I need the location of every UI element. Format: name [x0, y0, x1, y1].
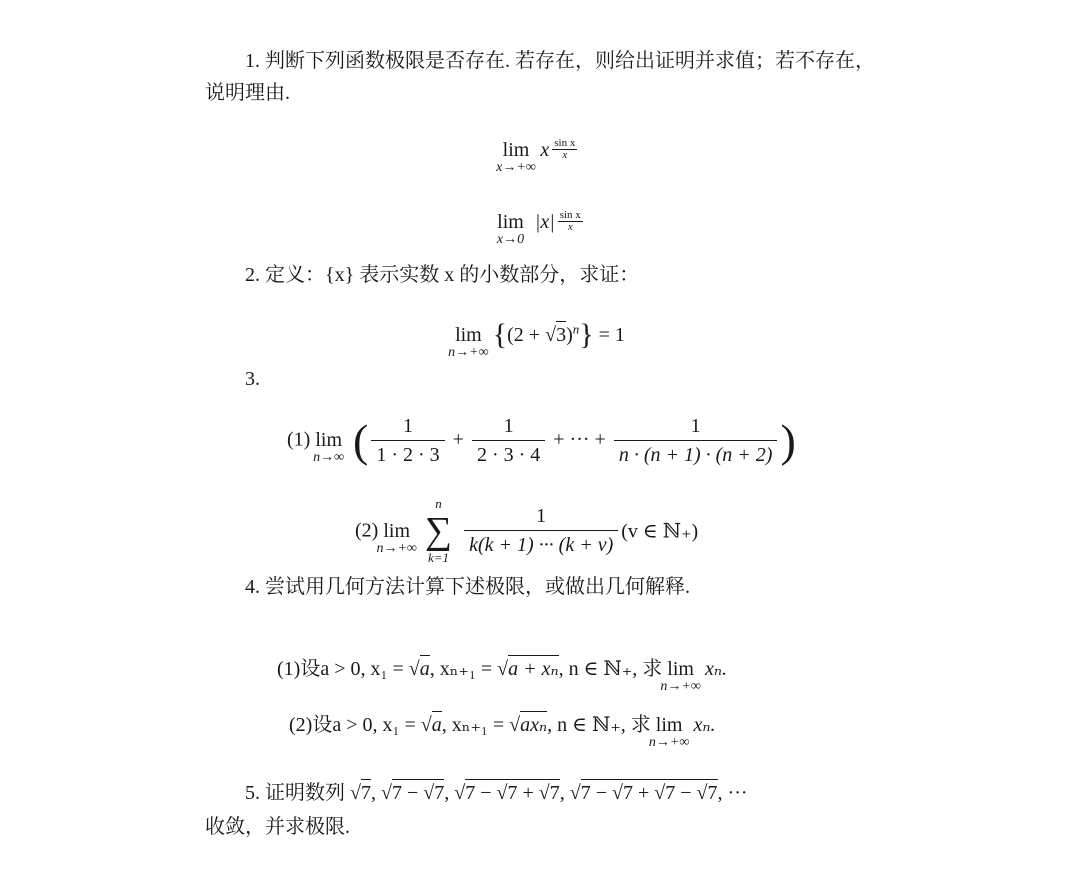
left-paren: (: [353, 415, 369, 466]
formula-3-2: [355, 496, 698, 566]
math-text: n: [435, 496, 442, 511]
math-text: 1: [464, 505, 618, 531]
sqrt-symbol: √: [454, 782, 466, 804]
open-brace: {: [492, 318, 508, 351]
math-text: sin x: [554, 137, 576, 149]
math-text: lim: [315, 428, 342, 451]
ellipsis-sum: + ··· +: [553, 428, 606, 451]
math-text: x→0: [496, 232, 525, 247]
math-text: 7: [361, 779, 371, 804]
math-text: 7 + √: [507, 782, 550, 804]
lim-operator: [376, 519, 417, 556]
math-text: 7: [708, 779, 718, 804]
math-text: , xₙ₊₁ = √: [429, 658, 509, 680]
math-text: n→∞: [313, 449, 345, 465]
exponent-fraction: [558, 210, 583, 233]
formula-2: [0, 318, 1080, 360]
math-text: n · (n + 1) · (n + 2): [618, 444, 773, 466]
math-text: a + xₙ: [508, 655, 558, 680]
math-text: lim: [655, 714, 683, 736]
problem-5-line2: 收敛，并求极限.: [205, 816, 350, 838]
radicand: [465, 779, 560, 804]
math-text: k(k + 1) ··· (k + v): [469, 534, 614, 556]
right-paren: ): [780, 415, 796, 466]
math-text: sin x: [559, 209, 581, 221]
math-text: , xₙ₊₁ = √: [441, 714, 521, 736]
problem-5-text: 5. 证明数列: [245, 782, 350, 804]
problem-1-line2: 说明理由.: [205, 82, 290, 104]
radicand: [665, 779, 717, 804]
math-text: ,: [444, 782, 455, 804]
formula-3-1: [287, 415, 796, 467]
lim-operator: [496, 139, 536, 175]
problem-5-line1: [245, 776, 748, 805]
plus: +: [452, 428, 464, 451]
base: x: [540, 139, 550, 161]
math-text: (2)设a > 0, x₁ = √: [289, 714, 432, 736]
fraction: [614, 415, 778, 467]
math-text: n→+∞: [648, 735, 690, 750]
sqrt-symbol: √: [569, 782, 581, 804]
lim-operator: [313, 428, 345, 465]
math-text: a: [420, 655, 430, 680]
radicand: [392, 779, 444, 804]
sqrt-symbol: √: [380, 782, 392, 804]
radicand: [581, 779, 718, 804]
summation: [425, 496, 452, 566]
lim-operator: [448, 324, 489, 360]
math-text: 7 − √: [465, 782, 508, 804]
math-text: 7 − √: [665, 782, 708, 804]
math-text: xₙ.: [699, 658, 727, 680]
math-text: , n ∈ ℕ₊, 求: [558, 658, 668, 680]
math-text: ,: [717, 782, 728, 804]
math-text: 7 − √: [391, 782, 435, 804]
math-text: 7 − √: [580, 782, 623, 804]
math-text: n→+∞: [448, 345, 489, 360]
math-text: 1 · 2 · 3: [376, 444, 440, 466]
sqrt-symbol: √: [350, 782, 361, 804]
math-text: ···: [727, 782, 748, 804]
radicand: [623, 779, 718, 804]
base: |x|: [534, 211, 555, 233]
math-text: ,: [559, 782, 570, 804]
math-text: lim: [497, 211, 524, 233]
part-label: (2): [355, 519, 379, 542]
expr: (2 + √: [507, 324, 557, 346]
math-text: 7: [434, 779, 444, 804]
math-text: (1)设a > 0, x₁ = √: [277, 658, 420, 680]
radicand: 3: [556, 321, 566, 346]
expr: ): [566, 324, 573, 346]
math-text: xₙ.: [688, 714, 716, 736]
math-text: a: [432, 711, 442, 736]
close-brace: }: [579, 318, 594, 351]
math-text: 7: [550, 779, 560, 804]
math-text: 1: [614, 415, 778, 441]
exponent-fraction: [552, 138, 577, 161]
math-text: x: [567, 221, 573, 233]
problem-3-label: 3.: [245, 368, 260, 390]
fraction: [464, 505, 618, 557]
formula-1a: [0, 137, 1080, 175]
part-label: (1): [287, 428, 311, 451]
math-text: ,: [370, 782, 381, 804]
math-text: lim: [667, 658, 694, 680]
radicand: [507, 779, 559, 804]
lim-operator: [648, 714, 690, 750]
math-text: 1: [371, 415, 444, 441]
math-text: n→+∞: [660, 679, 701, 694]
problem-1-line1: 1. 判断下列函数极限是否存在. 若存在，则给出证明并求值；若不存在，: [245, 50, 875, 72]
math-text: lim: [383, 519, 410, 542]
math-text: lim: [455, 324, 482, 346]
math-text: k=1: [428, 550, 450, 565]
fraction: [472, 415, 545, 467]
math-text: 7 + √: [623, 782, 666, 804]
exponent: n: [572, 321, 580, 337]
math-text: axₙ: [520, 711, 547, 736]
formula-1b: [0, 209, 1080, 247]
condition: (v ∈ ℕ₊): [621, 520, 699, 543]
math-text: x→+∞: [496, 160, 536, 175]
math-text: x: [562, 149, 568, 161]
math-text: lim: [502, 139, 530, 161]
fraction: [371, 415, 444, 467]
problem-4-text: 4. 尝试用几何方法计算下述极限，或做出几何解释.: [245, 576, 690, 598]
math-text: ∑: [425, 510, 453, 552]
lim-operator: [496, 211, 525, 247]
math-text: , n ∈ ℕ₊, 求: [547, 714, 656, 736]
formula-4-2: [289, 708, 716, 750]
math-text: 2 · 3 · 4: [476, 444, 541, 466]
rhs: = 1: [593, 324, 625, 346]
problem-2-text: 2. 定义：{x} 表示实数 x 的小数部分，求证：: [245, 264, 640, 286]
lim-operator: [660, 658, 701, 694]
math-text: 1: [472, 415, 545, 441]
math-text: n→+∞: [376, 540, 417, 556]
formula-4-1: [277, 652, 727, 694]
